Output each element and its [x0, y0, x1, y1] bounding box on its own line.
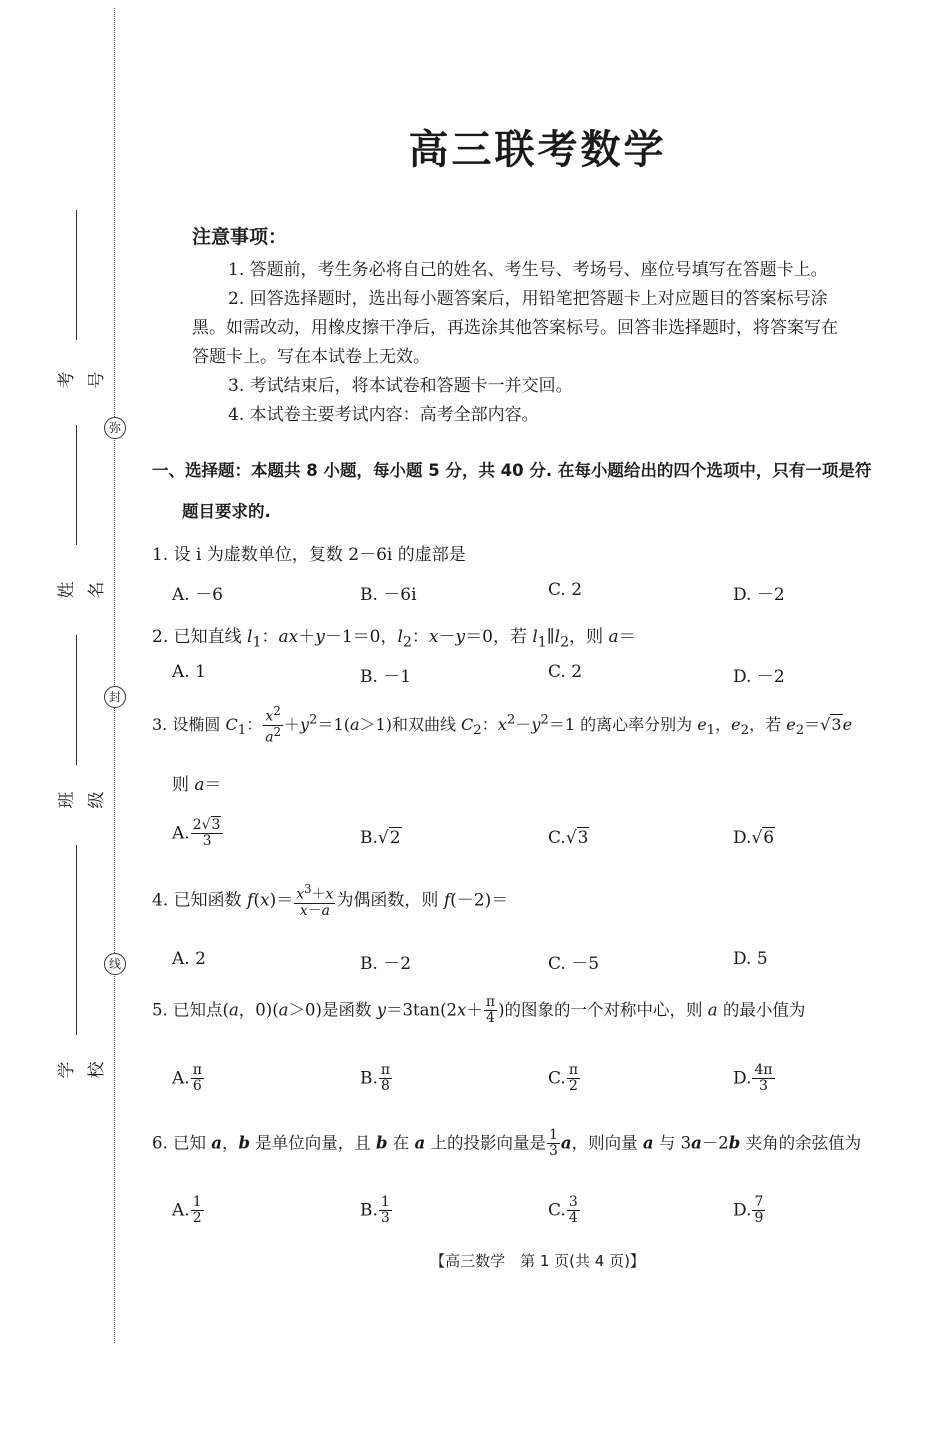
section-heading-line-1: 一、选择题：本题共 8 小题，每小题 5 分，共 40 分. 在每小题给出的四个选项中，只有一项是符	[152, 461, 872, 480]
q4-option-d: D. 5	[733, 949, 768, 969]
question-6-stem: 6. 已知 a，b 是单位向量，且 b 在 a 上的投影向量是 $\frac{1}{3}$ a，则向量 a 与 3a－2b 夹角的余弦值为	[152, 1127, 862, 1160]
notice-line-2: 2. 回答选择题时，选出每小题答案后，用铅笔把答题卡上对应题目的答案标号涂	[228, 289, 828, 309]
q6-option-b: B. $\frac{1}{3}$	[360, 1194, 390, 1227]
q6-option-a: A. $\frac{1}{2}$	[172, 1194, 202, 1227]
seal-mi: 弥	[104, 417, 126, 439]
class-label: 班级	[57, 791, 107, 809]
q6-option-d: D. $\frac{7}{9}$	[733, 1194, 764, 1227]
q1-option-d: D. －2	[733, 585, 785, 605]
name-line	[76, 425, 77, 545]
school-label: 学校	[57, 1061, 107, 1079]
section-heading-line-2: 题目要求的.	[182, 502, 271, 521]
notice-line-5: 3. 考试结束后，将本试卷和答题卡一并交回。	[228, 376, 573, 396]
page-title: 高三联考数学	[408, 127, 667, 173]
exam-number-label: 考号	[57, 371, 107, 389]
notice-heading: 注意事项：	[192, 226, 288, 248]
q2-option-d: D. －2	[733, 667, 785, 687]
notice-line-4: 答题卡上。写在本试卷上无效。	[192, 347, 430, 367]
q4-option-a: A. 2	[172, 949, 206, 969]
class-line	[76, 635, 77, 765]
q3-option-c: C.√3	[548, 828, 589, 848]
question-2-stem: 2. 已知直线 $l_1$：ax＋y－1＝0，$l_2$：x－y＝0，若 $l_1\parallel l_2$，则 a＝	[152, 627, 636, 651]
q1-option-a: A. －6	[172, 585, 223, 605]
name-label: 姓名	[57, 581, 107, 599]
school-line	[76, 845, 77, 1035]
q3-option-b: B.√2	[360, 828, 401, 848]
notice-line-3: 黑。如需改动，用橡皮擦干净后，再选涂其他答案标号。回答非选择题时，将答案写在	[192, 318, 838, 338]
q5-option-b: B. $\frac{\pi}{8}$	[360, 1062, 391, 1095]
q4-option-b: B. －2	[360, 954, 412, 974]
seal-xian: 线	[104, 953, 126, 975]
q1-option-c: C. 2	[548, 580, 583, 600]
question-5-stem: 5. 已知点(a，0)(a＞0)是函数 y＝3tan(2x＋ $\frac{\pi}{4}$ )的图象的一个对称中心，则 a 的最小值为	[152, 994, 806, 1027]
q2-option-b: B. －1	[360, 667, 412, 687]
question-3-stem: 3. 设椭圆 $C_1$： $\frac{x^2}{a^2}$ $+y^2=1(a>1)$和双曲线 $C_2$：$x^2-y^2=1$ 的离心率分别为 $e_1$，$e_2$，若 $e_2=√3e$	[152, 704, 853, 746]
q3-option-d: D.√6	[733, 828, 775, 848]
binding-dotted-line	[114, 8, 115, 1343]
q2-option-c: C. 2	[548, 662, 583, 682]
q1-option-b: B. －6i	[360, 585, 417, 605]
exam-number-line	[76, 210, 77, 340]
question-3-line-2: 则 a＝	[172, 775, 222, 795]
notice-line-6: 4. 本试卷主要考试内容：高考全部内容。	[228, 405, 539, 425]
q3-option-a: A. $\frac{2√3}{3}$	[172, 818, 224, 850]
q5-option-c: C. $\frac{\pi}{2}$	[548, 1062, 579, 1095]
q4-option-c: C. －5	[548, 954, 600, 974]
q5-option-a: A. $\frac{\pi}{6}$	[172, 1062, 202, 1095]
seal-feng: 封	[104, 686, 126, 708]
question-4-stem: 4. 已知函数 f(x)＝ $\frac{x^3+x}{x-a}$ 为偶函数，则 f(－2)＝	[152, 882, 509, 920]
q6-option-c: C. $\frac{3}{4}$	[548, 1194, 578, 1227]
q2-option-a: A. 1	[172, 662, 206, 682]
question-1-stem: 1. 设 i 为虚数单位，复数 2－6i 的虚部是	[152, 545, 466, 565]
q5-option-d: D. $\frac{4\pi}{3}$	[733, 1062, 773, 1095]
page-footer: 【高三数学 第 1 页(共 4 页)】	[430, 1252, 645, 1270]
notice-line-1: 1. 答题前，考生务必将自己的姓名、考生号、考场号、座位号填写在答题卡上。	[228, 260, 828, 280]
